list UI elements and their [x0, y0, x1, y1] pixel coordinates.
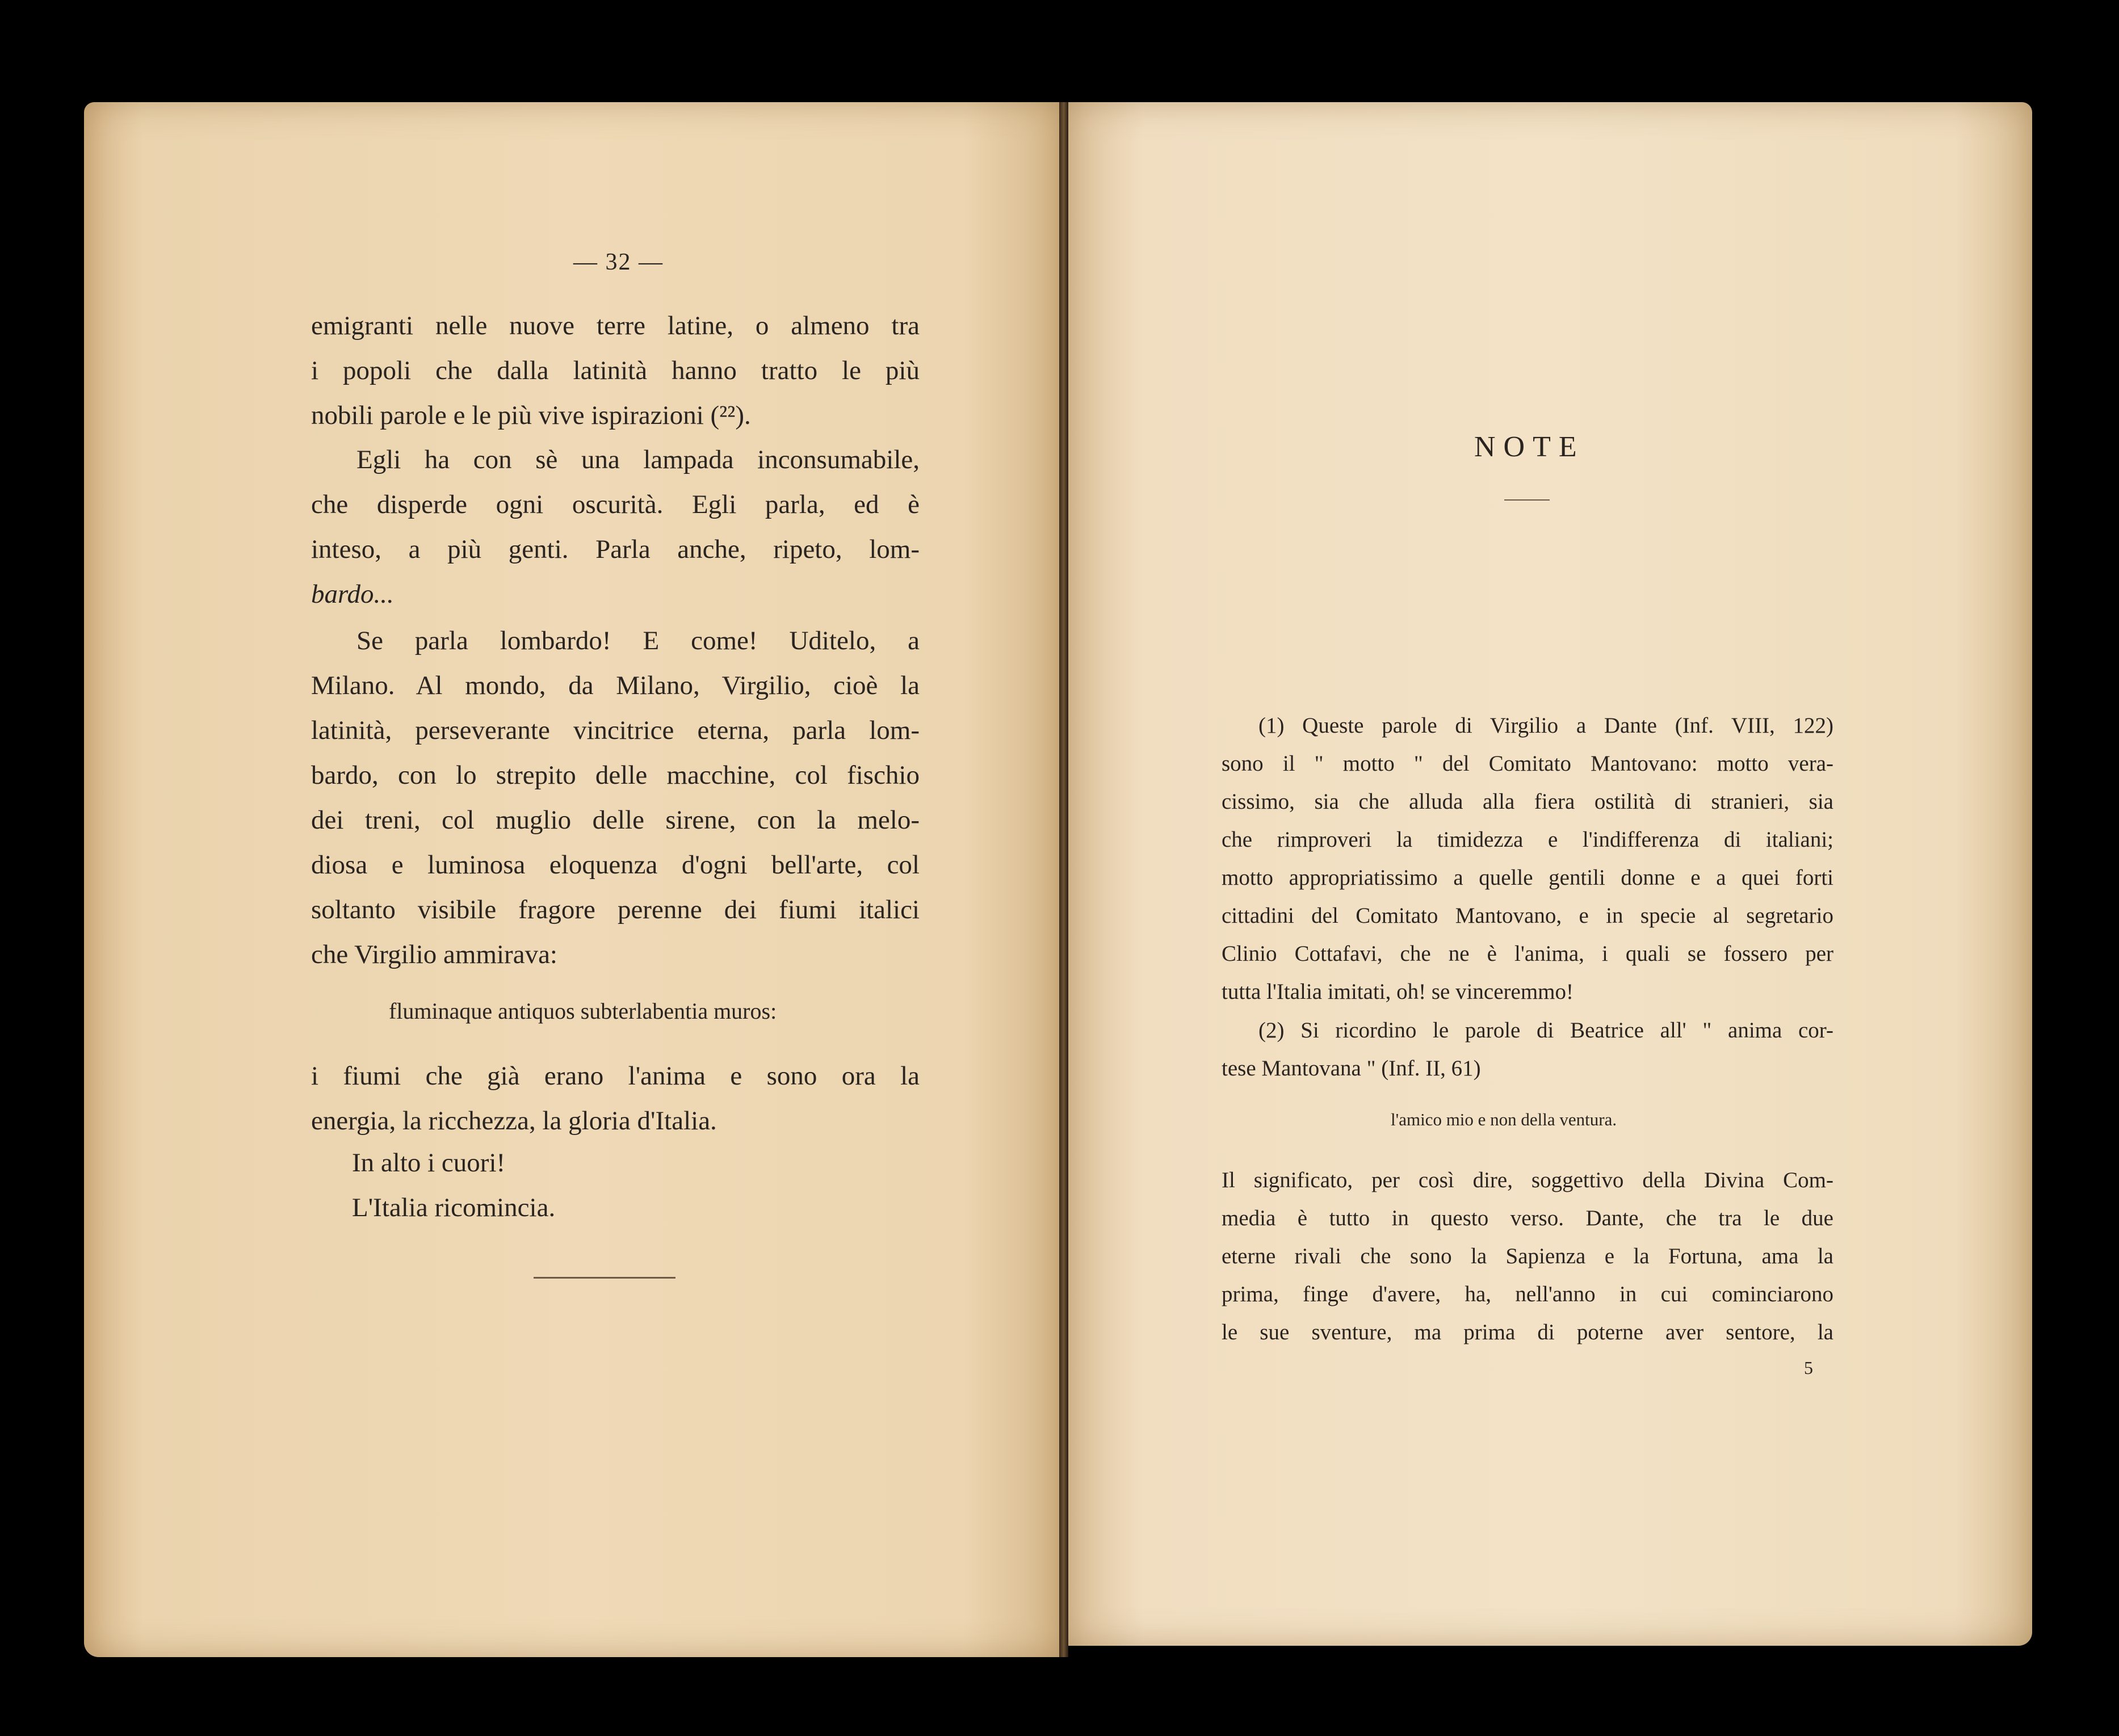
text-line: Milano. Al mondo, da Milano, Virgilio, cioè la: [311, 671, 920, 700]
text-line: cittadini del Comitato Mantovano, e in specie al segretario: [1222, 903, 1833, 928]
text-line: soltanto visibile fragore perenne dei fiumi italici: [311, 895, 920, 924]
text-line: Il significato, per così dire, soggettivo della Divina Com-: [1222, 1168, 1833, 1192]
book-gutter: [1059, 102, 1068, 1657]
note-paragraph: [1222, 1161, 1833, 1351]
text-line: Clinio Cottafavi, che ne è l'anima, i quali se fossero per: [1222, 941, 1833, 966]
text-line: latinità, perseverante vincitrice eterna, parla lom-: [311, 716, 920, 745]
text-line: In alto i cuori!: [352, 1148, 506, 1178]
left-paragraph-2: [311, 438, 920, 617]
left-paragraph-3: [311, 619, 920, 977]
note-2: [1222, 1011, 1833, 1087]
text-line: che rimproveri la timidezza e l'indifferenza di italiani;: [1222, 827, 1833, 852]
text-line: energia, la ricchezza, la gloria d'Italia.: [311, 1106, 717, 1136]
text-line: dei treni, col muglio delle sirene, con la melo-: [311, 805, 920, 835]
text-line: i popoli che dalla latinità hanno tratto le più: [311, 356, 920, 385]
title-rule: [1504, 499, 1550, 501]
text-line: media è tutto in questo verso. Dante, che tra le due: [1222, 1206, 1833, 1230]
text-line: sono il " motto " del Comitato Mantovano: motto vera-: [1222, 751, 1833, 776]
text-line: diosa e luminosa eloquenza d'ogni bell'arte, col: [311, 850, 920, 880]
text-line: inteso, a più genti. Parla anche, ripeto, lom-: [311, 535, 920, 564]
left-closing: [352, 1141, 806, 1230]
text-line: prima, finge d'avere, ha, nell'anno in cui cominciarono: [1222, 1282, 1833, 1306]
text-line: eterne rivali che sono la Sapienza e la Fortuna, ama la: [1222, 1244, 1833, 1268]
text-line: bardo, con lo strepito delle macchine, col fischio: [311, 760, 920, 790]
text-line: motto appropriatissimo a quelle gentili donne e a quei forti: [1222, 865, 1833, 890]
text-line: tese Mantovana " (Inf. II, 61): [1222, 1056, 1481, 1081]
signature-mark: 5: [1804, 1357, 1813, 1378]
text-line: emigranti nelle nuove terre latine, o almeno tra: [311, 311, 920, 341]
left-paragraph-4: [311, 1054, 920, 1144]
text-line: Se parla lombardo! E come! Uditelo, a: [356, 626, 920, 655]
text-line: L'Italia ricomincia.: [352, 1193, 556, 1222]
text-line: (2) Si ricordino le parole di Beatrice all' " anima cor-: [1258, 1018, 1833, 1043]
latin-quote: fluminaque antiquos subterlabentia muros:: [389, 998, 777, 1024]
note-1: [1222, 707, 1833, 1011]
text-line: che Virgilio ammirava:: [311, 940, 557, 969]
left-paragraph-1: [311, 304, 920, 438]
notes-title: NOTE: [1474, 431, 1585, 463]
end-rule: [534, 1277, 675, 1279]
text-line: (1) Queste parole di Virgilio a Dante (Inf. VIII, 122): [1258, 713, 1833, 738]
text-line: nobili parole e le più vive ispirazioni (²²).: [311, 401, 751, 430]
text-line: bardo...: [311, 579, 394, 609]
text-line: le sue sventure, ma prima di poterne aver sentore, la: [1222, 1320, 1833, 1344]
text-line: tutta l'Italia imitati, oh! se vinceremmo!: [1222, 980, 1574, 1004]
dante-quote: l'amico mio e non della ventura.: [1391, 1109, 1617, 1129]
text-line: Egli ha con sè una lampada inconsumabile,: [356, 445, 920, 474]
text-line: i fiumi che già erano l'anima e sono ora la: [311, 1061, 920, 1091]
page-number: — 32 —: [573, 249, 664, 275]
text-line: cissimo, sia che alluda alla fiera ostilità di stranieri, sia: [1222, 789, 1833, 814]
text-line: che disperde ogni oscurità. Egli parla, ed è: [311, 490, 920, 519]
